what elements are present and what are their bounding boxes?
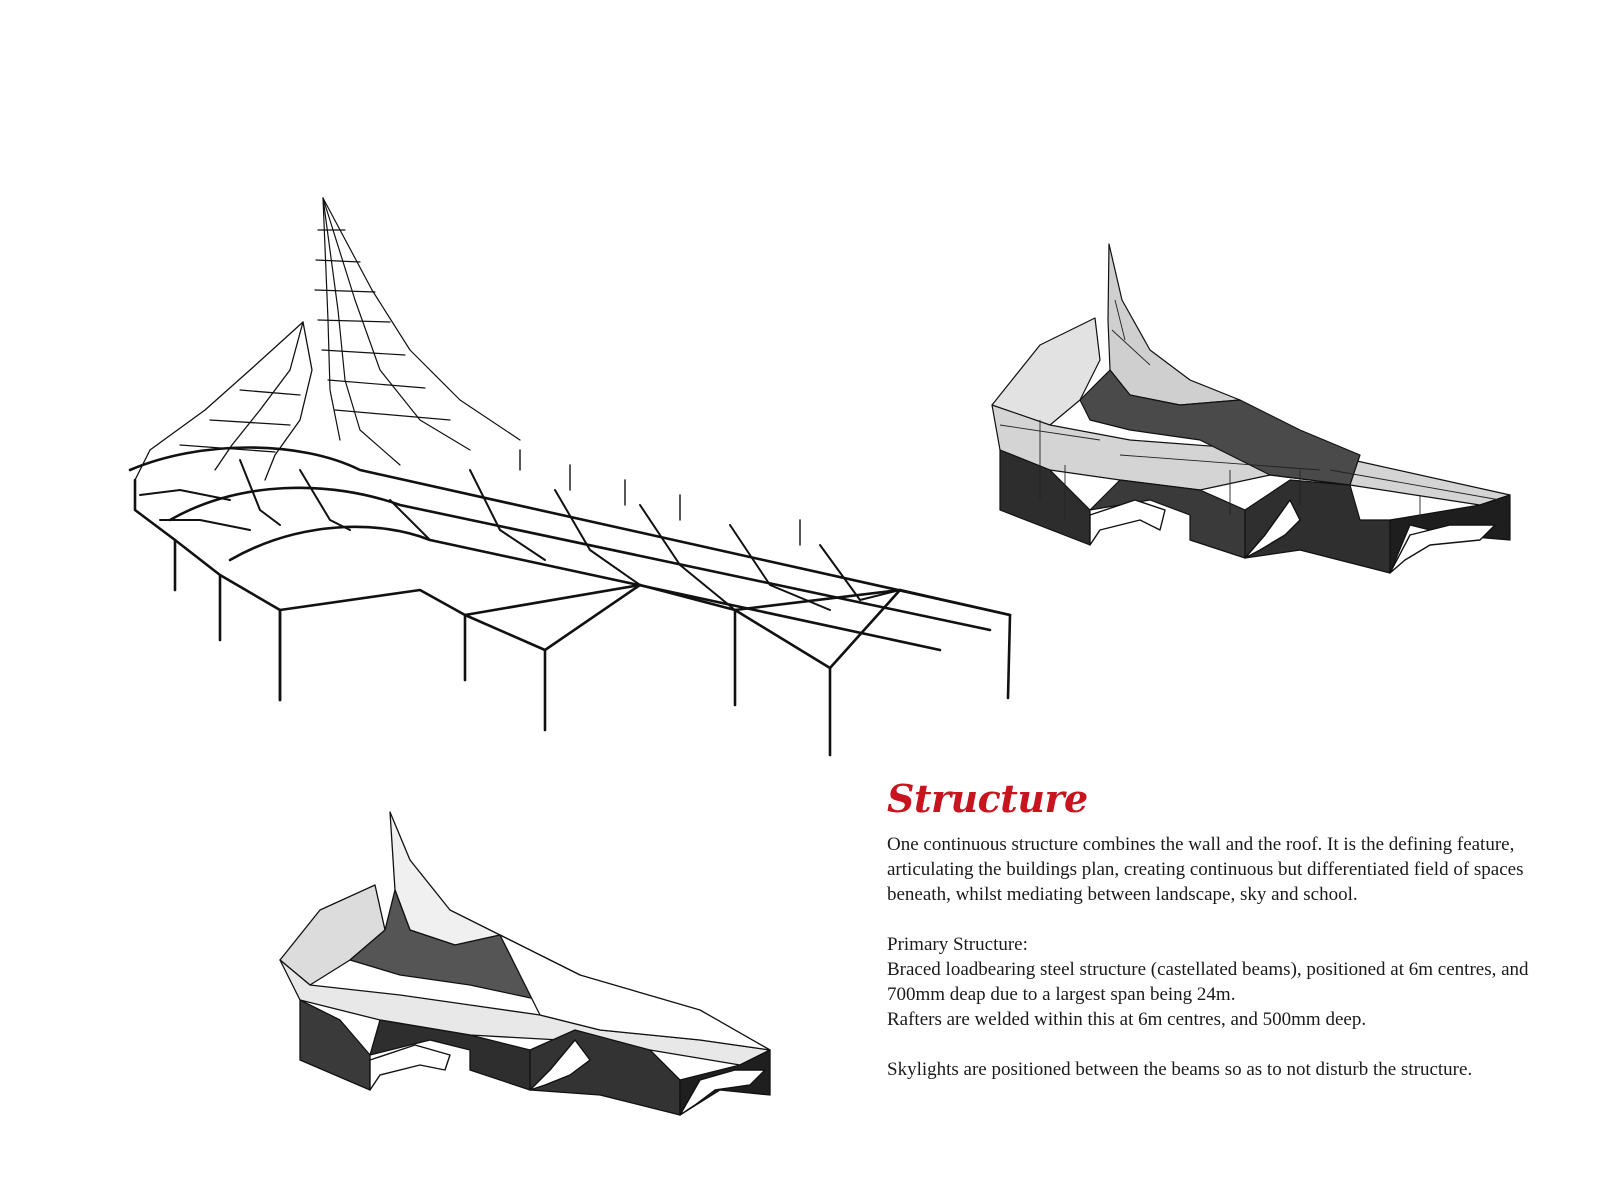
skylights-line: Skylights are positioned between the beams so as to not disturb the structure.	[887, 1059, 1473, 1080]
shell-roof-left-wing	[280, 885, 385, 985]
paragraph-gap	[887, 907, 1577, 932]
primary-structure-heading: Primary Structure:	[887, 934, 1028, 955]
shell-roof-model	[280, 812, 770, 1115]
intro-line: articulating the buildings plan, creating continuous but differentiated field of spaces	[887, 859, 1524, 880]
description-block	[887, 776, 1577, 1082]
intro-line: One continuous structure combines the wall and the roof. It is the defining feature,	[887, 834, 1515, 855]
primary-structure-line: Braced loadbearing steel structure (castellated beams), positioned at 6m centres, and	[887, 959, 1529, 980]
intro-line: beneath, whilst mediating between landscape, sky and school.	[887, 884, 1358, 905]
primary-structure-line: Rafters are welded within this at 6m centres, and 500mm deep.	[887, 1009, 1367, 1030]
paragraph-gap	[887, 1032, 1577, 1057]
section-title: Structure	[887, 776, 1088, 821]
primary-structure-line: 700mm deap due to a largest span being 24m.	[887, 984, 1236, 1005]
